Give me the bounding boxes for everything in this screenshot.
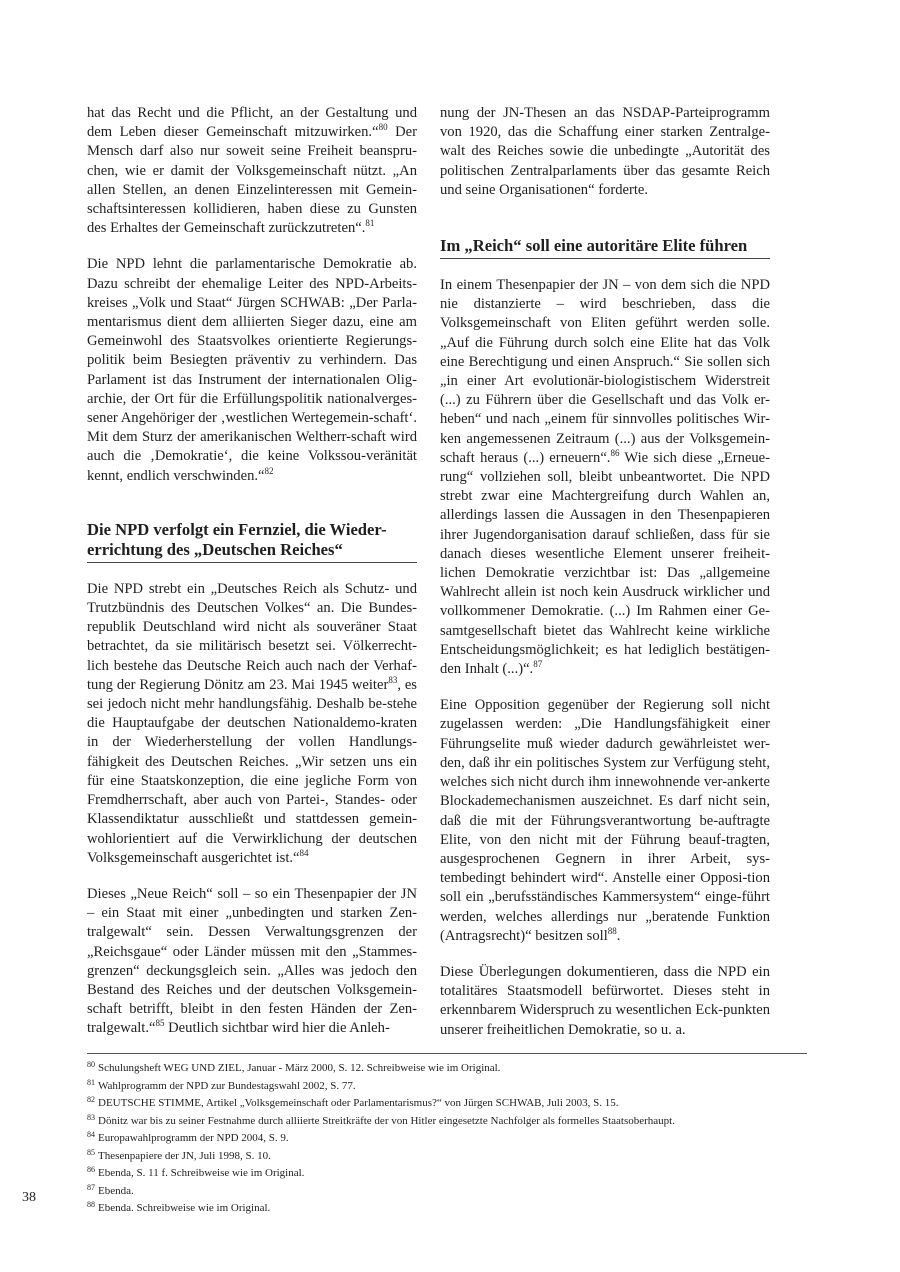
paragraph-totalitarian-model: Diese Überlegungen dokumentieren, dass die NPD ein totalitäres Staatsmodell befürwortet. Dieses steht in erkennbarem Widerspruch zu wesentlichen Eck-punkten unserer freiheitlichen Demokratie, so u. a. — [440, 963, 770, 1038]
footnote: $^{84}$ Europawahlprogramm der NPD 2004, S. 9. — [87, 1130, 289, 1144]
footnote: $^{80}$ Schulungsheft WEG UND ZIEL, Januar - März 2000, S. 12. Schreibweise wie im Original. — [87, 1060, 501, 1074]
paragraph-reich-goal: Die NPD strebt ein „Deutsches Reich als Schutz- und Trutzbündnis des Deutschen Volkes“ an. Die Bundes-republik Deutschland wird nicht als souveräner Staat betrachtet, da sie militärisch besetzt sei. Völkerrecht-lich bestehe das Deutsche Reich auch nach der Verhaf-tung der Regierung Dönitz am 23. Mai 1945 weiter$^{83}$, es sei jedoch nicht mehr handlungsfähig. Deshalb be-stehe die Hauptaufgabe der deutschen Nationaldemo-kraten in der Wiederherstellung der vollen Handlungs-fähigkeit des Deutschen Reiches. „Wir setzen uns ein für eine Staatskonzeption, die eine jegliche Form von Fremdherrschaft, aber auch von Partei-, Standes- oder Klassendiktatur ausschließt und stattdessen gemein-wohlorientiert auf die Verwirklichung der deutschen Volksgemeinschaft ausgerichtet ist.“$^{84}$ — [87, 580, 417, 866]
left-column — [87, 104, 417, 1039]
paragraph-elite: In einem Thesenpapier der JN – von dem sich die NPD nie distanzierte – wird beschrieben, dass die Volksgemeinschaft von Eliten geführt werden solle. „Auf die Führung durch solch eine Elite hat das Volk eine Berechtigung und einen Anspruch.“ Sie sollen sich „in einer Art evolutionär-biologistischem Widerstreit (...) zu Führern über die Gesellschaft und das Volk er-heben“ und nach „einem für sinnvolles politisches Wir-ken angemessenen Zeitraum (...) aus der Volksgemein-schaft heraus (...) erneuern“.$^{86}$ Wie sich diese „Erneue-rung“ vollziehen soll, bleibt unbeantwortet. Die NPD strebt zwar eine Machtergreifung durch Wahlen an, allerdings lassen die Aussagen in den Thesenpapieren ihrer Jugendorganisation darauf schließen, dass für sie danach dieses wesentliche Element unserer freiheit-lichen Demokratie verzichtbar ist: Das „allgemeine Wahlrecht allein ist noch kein Ausdruck wirklicher und vollkommener Demokratie. (...) Im Rahmen einer Ge-samtgesellschaft bietet das Wahlrecht keine wirkliche Entscheidungsmöglichkeit; es hat lediglich bestätigen-den Inhalt (...)“.$^{87}$ — [440, 277, 770, 678]
footnote: $^{85}$ Thesenpapiere der JN, Juli 1998, S. 10. — [87, 1147, 271, 1162]
footnote: $^{88}$ Ebenda. Schreibweise wie im Original. — [87, 1200, 271, 1214]
paragraph-parliamentary-democracy: Die NPD lehnt die parlamentarische Demokratie ab. Dazu schreibt der ehemalige Leiter des NPD-Arbeits-kreises „Volk und Staat“ Jürgen SCHWAB: „Der Parla-mentarismus dient dem alliierten Sieger dazu, eine am Gemeinwohl des Staatsvolkes orientierte Regierungs-politik beim Besiegten präventiv zu verhindern. Das Parlament ist das Instrument der internationalen Olig-archie, der Ort für die Erfüllungspolitik nationalverges-sener Angehöriger der ‚westlichen Wertegemein-schaft‘. Mit dem Sturz der amerikanischen Weltherr-schaft wird auch die ‚Demokratie‘, die keine Volkssou-veränität kennt, endlich verschwinden.“$^{82}$ — [87, 256, 417, 484]
paragraph-neues-reich: Dieses „Neue Reich“ soll – so ein Thesenpapier der JN – ein Staat mit einer „unbedingten und starken Zen-tralgewalt“ sein. Dessen Verwaltungsgrenzen der „Reichsgaue“ oder Länder müssen mit den „Stammes-grenzen“ deckungsgleich sein. „Alles was jedoch den Bestand des Reiches und der deutschen Volksgemein-schaft betrifft, bleibt in den festen Händen der Zen-tralgewalt.“$^{85}$ Deutlich sichtbar wird hier die Anleh- — [87, 885, 417, 1037]
footnote: $^{87}$ Ebenda. — [87, 1182, 134, 1197]
footnotes — [87, 1053, 807, 1218]
section-heading-deutsches-reich: Die NPD verfolgt ein Fernziel, die Wieder-errichtung des „Deutschen Reiches“ — [87, 520, 417, 563]
page-number: 38 — [22, 1190, 36, 1205]
footnote: $^{83}$ Dönitz war bis zu seiner Festnahme durch alliierte Streitkräfte der von Hitler eingesetzte Nachfolger als formelles Staatsoberhaupt. — [87, 1112, 675, 1127]
footnote: $^{81}$ Wahlprogramm der NPD zur Bundestagswahl 2002, S. 77. — [87, 1077, 356, 1092]
right-column — [440, 104, 770, 1040]
footnote: $^{86}$ Ebenda, S. 11 f. Schreibweise wie im Original. — [87, 1165, 305, 1179]
paragraph-nsdap-program: nung der JN-Thesen an das NSDAP-Parteiprogramm von 1920, das die Schaffung einer starken Zentralge-walt des Reiches sowie die unbedingte „Autorität des politischen Zentralparlaments über das gesamte Reich und seine Organisationen“ forderte. — [440, 105, 770, 198]
section-heading-authoritarian-elite: Im „Reich“ soll eine autoritäre Elite führen — [440, 236, 770, 259]
paragraph-opposition: Eine Opposition gegenüber der Regierung soll nicht zugelassen werden: „Die Handlungsfähigkeit einer Führungselite muß wieder dadurch gewährleistet wer-den, daß ihr ein politisches System zur Verfügung steht, welches sich nicht durch ihm innewohnende ver-ankerte Blockademechanismen auszeichnet. Es darf nicht sein, daß die mit der Führungsverantwortung be-auftragte Elite, von den nicht mit der Führung beauf-tragten, ausgesprochenen Gegnern in ihrer Arbeit, sys-tembedingt behindert wird“. Anstelle einer Opposi-tion soll ein „berufsständisches Kammersystem“ einge-führt werden, welches allerdings nur „beratende Funktion (Antragsrecht)“ besitzen soll$^{88}$. — [440, 697, 770, 944]
footnote: $^{82}$ DEUTSCHE STIMME, Artikel „Volksgemeinschaft oder Parlamentarismus?“ von Jürgen SCHWAB, Juli 2003, S. 15. — [87, 1095, 619, 1109]
paragraph-community-duty: hat das Recht und die Pflicht, an der Gestaltung und dem Leben dieser Gemeinschaft mitzuwirken.“$^{80}$ Der Mensch darf also nur soweit seine Freiheit beanspru-chen, wie er damit der Volksgemeinschaft nützt. „An allen Stellen, an denen Einzelinteressen mit Gemein-schaftsinteressen kollidieren, haben diese zu Gunsten des Erhaltes der Gemeinschaft zurückzutreten“.$^{81}$ — [87, 105, 417, 237]
